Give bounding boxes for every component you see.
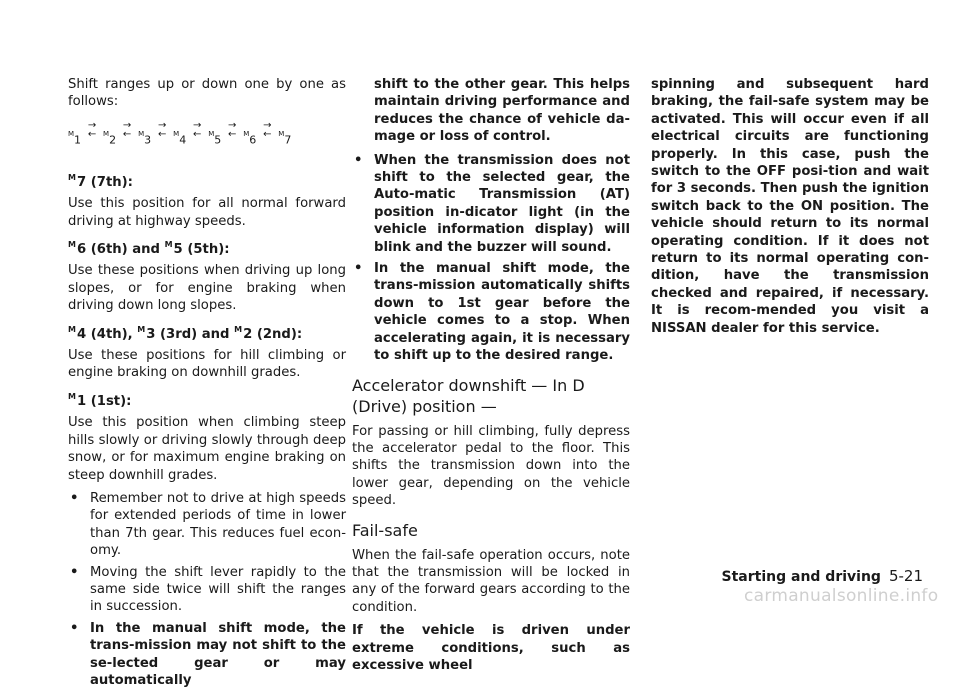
page-footer — [722, 567, 923, 585]
shift-arrows-icon: → ← — [228, 119, 237, 140]
column-middle — [352, 76, 630, 680]
shift-arrows-icon: → ← — [157, 119, 167, 140]
gear-m2: $^M$2 — [103, 129, 117, 147]
heading-m7: $^M$7 (7th): — [68, 172, 133, 190]
gear-m1: $^M$1 — [68, 129, 82, 147]
shift-arrows-icon: → ← — [192, 119, 202, 140]
gear-m5: $^M$5 — [208, 129, 222, 147]
text-m6-m5: Use these positions when driving up long slopes, or for engine braking when driving down long slopes. — [68, 263, 346, 314]
heading-fail-safe: Fail-safe — [352, 520, 418, 540]
section-title: Starting and driving — [721, 569, 881, 585]
list-item: • Remember not to drive at high speeds for extended periods of time in lower than 7th gear. This reduces fuel econ-omy. — [68, 490, 346, 560]
bullet-list-left — [68, 490, 346, 689]
bullet-continuation: shift to the other gear. This helps maintain driving performance and reduces the chance of vehicle da-mage or loss of control. — [374, 77, 630, 145]
text-fail-safe-continued: spinning and subsequent hard braking, the fail-safe system may be activated. This will occur even if all electrical circuits are functioning properly. In this case, push the switch to the OFF posi-tion and wait for 3 seconds. Then push the ignition switch back to the ON position. The vehicle should return to its normal operating condition. If it does not return to its normal operating con-dition, have the transmission checked and repaired, if necessary. It is recom-mended you visit a NISSAN dealer for this service. — [651, 77, 929, 336]
heading-accelerator-downshift: Accelerator downshift — In D (Drive) position — — [352, 375, 585, 416]
watermark: carmanualsonline.info — [744, 586, 939, 606]
shift-sequence — [68, 119, 346, 153]
text-m1: Use this position when climbing steep hills slowly or driving slowly through deep snow, or for maximum engine braking on steep downhill grades. — [68, 415, 346, 483]
list-item: • In the manual shift mode, the trans-mission may not shift to the se-lected gear or may automatically — [68, 620, 346, 690]
heading-m4-m3-m2: $^M$4 (4th), $^M$3 (3rd) and $^M$2 (2nd): — [68, 324, 303, 342]
text-m7: Use this position for all normal forward driving at highway speeds. — [68, 196, 346, 229]
shift-arrows-icon: → ← — [263, 119, 272, 140]
heading-m1: $^M$1 (1st): — [68, 391, 132, 409]
text-fail-safe-2: If the vehicle is driven under extreme conditions, such as excessive wheel — [352, 623, 630, 673]
gear-m3: $^M$3 — [138, 129, 152, 147]
shift-arrows-icon: → ← — [87, 119, 97, 140]
gear-m6: $^M$6 — [243, 129, 257, 147]
bullet-list-middle — [352, 152, 630, 365]
heading-m6-m5: $^M$6 (6th) and $^M$5 (5th): — [68, 240, 230, 258]
gear-m7: $^M$7 — [278, 129, 292, 147]
column-left — [68, 76, 346, 695]
list-item: • Moving the shift lever rapidly to the same side twice will shift the ranges in succession. — [68, 564, 346, 616]
column-right — [651, 76, 929, 343]
intro-text: Shift ranges up or down one by one as follows: — [68, 77, 346, 110]
page-number: 5-21 — [888, 567, 923, 585]
gear-m4: $^M$4 — [173, 129, 187, 147]
shift-arrows-icon: → ← — [122, 119, 132, 140]
list-item: • When the transmission does not shift to the selected gear, the Auto-matic Transmission (AT) position in-dicator light (in the vehicle information display) will blink and the buzzer will sound. — [352, 152, 630, 256]
text-m4-m3-m2: Use these positions for hill climbing or engine braking on downhill grades. — [68, 348, 346, 381]
text-fail-safe-1: When the fail-safe operation occurs, note that the transmission will be locked in any of the forward gears according to the condition. — [352, 547, 630, 615]
list-item: • In the manual shift mode, the trans-mission automatically shifts down to 1st gear before the vehicle comes to a stop. When accelerating again, it is necessary to shift up to the desired range. — [352, 260, 630, 364]
text-accelerator-downshift: For passing or hill climbing, fully depress the accelerator pedal to the floor. This shifts the transmission down into the lower gear, depending on the vehicle speed. — [352, 423, 630, 509]
